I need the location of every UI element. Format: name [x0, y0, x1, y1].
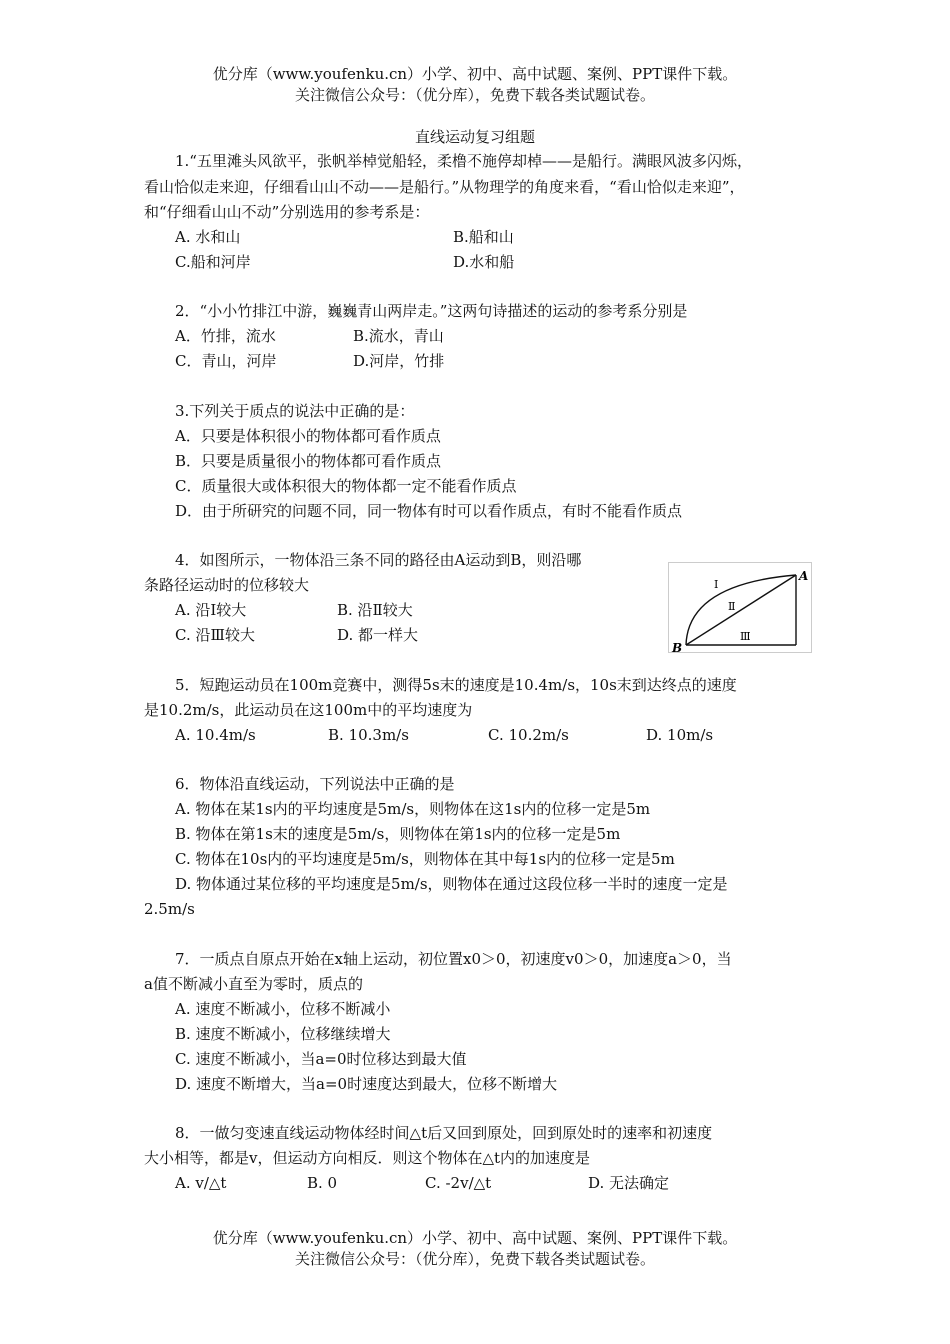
q1-option-a: A. 水和山 — [175, 228, 241, 246]
q2-option-b: B.流水，青山 — [353, 327, 444, 345]
q1-option-b: B.船和山 — [453, 228, 514, 246]
q6-option-c: C. 物体在10s内的平均速度是5m/s，则物体在其中每1s内的位移一定是5m — [175, 850, 675, 868]
q4-stem-line-2: 条路径运动时的位移较大 — [144, 576, 310, 594]
q3-option-c: C．质量很大或体积很大的物体都一定不能看作质点 — [175, 477, 517, 495]
q3-option-b: B．只要是质量很小的物体都可看作质点 — [175, 452, 442, 470]
figure-label-path-3: Ⅲ — [740, 630, 751, 643]
q4-stem-line-1: 4．如图所示，一物体沿三条不同的路径由A运动到B，则沿哪 — [175, 551, 582, 569]
q6-option-d-continued: 2.5m/s — [144, 900, 195, 918]
page-title: 直线运动复习组题 — [414, 128, 535, 146]
q5-stem-line-1: 5．短跑运动员在100m竞赛中，测得5s末的速度是10.4m/s，10s末到达终点的速度 — [175, 676, 737, 694]
q1-stem-line-2: 看山恰似走来迎，仔细看山山不动——是船行。”从物理学的角度来看，“看山恰似走来迎”， — [144, 178, 745, 196]
q1-stem-line-1: 1.“五里滩头风欲平，张帆举棹觉船轻，柔橹不施停却棹——是船行。满眼风波多闪烁， — [175, 152, 752, 170]
q5-option-b: B. 10.3m/s — [328, 726, 409, 744]
q1-option-c: C.船和河岸 — [175, 253, 251, 271]
figure-label-path-1: Ⅰ — [714, 578, 719, 591]
q7-option-b: B. 速度不断减小，位移继续增大 — [175, 1025, 391, 1043]
q8-stem-line-1: 8．一做匀变速直线运动物体经时间△t后又回到原处，回到原处时的速率和初速度 — [175, 1124, 713, 1142]
q4-option-c: C. 沿Ⅲ较大 — [175, 626, 255, 644]
header-line-1: 优分库（www.youfenku.cn）小学、初中、高中试题、案例、PPT课件下载。 — [212, 65, 738, 83]
q2-option-a: A．竹排，流水 — [175, 327, 276, 345]
figure-label-b: B — [672, 641, 683, 655]
q7-option-a: A. 速度不断减小，位移不断减小 — [175, 1000, 391, 1018]
q4-option-a: A. 沿Ⅰ较大 — [175, 601, 247, 619]
q8-option-d: D. 无法确定 — [588, 1174, 670, 1192]
q3-option-a: A．只要是体积很小的物体都可看作质点 — [175, 427, 441, 445]
q4-option-b: B. 沿Ⅱ较大 — [337, 601, 413, 619]
q2-option-c: C．青山，河岸 — [175, 352, 277, 370]
q1-option-d: D.水和船 — [453, 253, 515, 271]
q4-option-d: D. 都一样大 — [337, 626, 419, 644]
footer-line-2: 关注微信公众号：（优分库），免费下载各类试题试卷。 — [294, 1250, 655, 1268]
q6-option-d: D. 物体通过某位移的平均速度是5m/s，则物体在通过这段位移一半时的速度一定是 — [175, 875, 728, 893]
figure-label-path-2: Ⅱ — [728, 600, 736, 613]
q7-stem-line-2: a值不断减小直至为零时，质点的 — [144, 975, 363, 993]
q5-option-d: D. 10m/s — [646, 726, 714, 744]
figure-label-a: A — [799, 569, 809, 583]
q6-stem: 6．物体沿直线运动，下列说法中正确的是 — [175, 775, 455, 793]
q4-path-figure — [668, 562, 818, 656]
q6-option-a: A. 物体在某1s内的平均速度是5m/s，则物体在这1s内的位移一定是5m — [175, 800, 651, 818]
q6-option-b: B. 物体在第1s末的速度是5m/s，则物体在第1s内的位移一定是5m — [175, 825, 621, 843]
q5-option-a: A. 10.4m/s — [175, 726, 256, 744]
q2-stem: 2．“小小竹排江中游，巍巍青山两岸走。”这两句诗描述的运动的参考系分别是 — [175, 302, 688, 320]
q8-option-a: A. v/△t — [175, 1174, 227, 1192]
q2-option-d: D.河岸，竹排 — [353, 352, 445, 370]
q8-option-c: C. -2v/△t — [425, 1174, 492, 1192]
q7-option-d: D. 速度不断增大，当a=0时速度达到最大，位移不断增大 — [175, 1075, 558, 1093]
q8-stem-line-2: 大小相等，都是v，但运动方向相反．则这个物体在△t内的加速度是 — [144, 1149, 591, 1167]
q3-stem: 3.下列关于质点的说法中正确的是： — [175, 402, 415, 420]
header-line-2: 关注微信公众号：（优分库），免费下载各类试题试卷。 — [294, 86, 655, 104]
footer-line-1: 优分库（www.youfenku.cn）小学、初中、高中试题、案例、PPT课件下载。 — [212, 1229, 738, 1247]
q5-option-c: C. 10.2m/s — [488, 726, 569, 744]
q7-stem-line-1: 7．一质点自原点开始在x轴上运动，初位置x0＞0，初速度v0＞0，加速度a＞0，当 — [175, 950, 732, 968]
q7-option-c: C. 速度不断减小，当a=0时位移达到最大值 — [175, 1050, 467, 1068]
q1-stem-line-3: 和“仔细看山山不动”分别选用的参考系是： — [144, 203, 430, 221]
q3-option-d: D．由于所研究的问题不同，同一物体有时可以看作质点，有时不能看作质点 — [175, 502, 683, 520]
q8-option-b: B. 0 — [307, 1174, 338, 1192]
q5-stem-line-2: 是10.2m/s，此运动员在这100m中的平均速度为 — [144, 701, 473, 719]
